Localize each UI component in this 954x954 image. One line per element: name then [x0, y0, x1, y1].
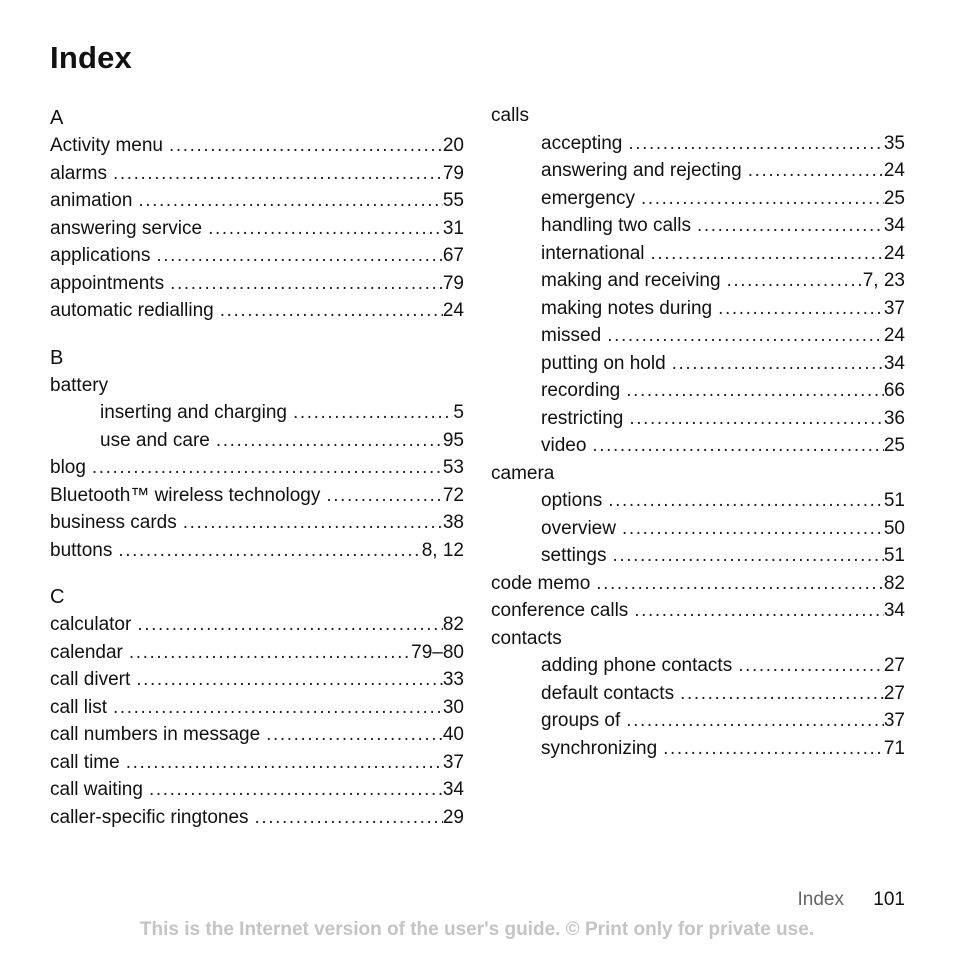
index-entry	[50, 694, 464, 722]
index-term: automatic redialling	[50, 300, 214, 321]
dot-leader	[130, 666, 443, 694]
dot-leader	[601, 322, 884, 350]
index-page-ref: 38	[442, 512, 464, 533]
index-subentry	[491, 680, 905, 708]
index-subentry	[491, 432, 905, 460]
index-page-ref: 55	[442, 190, 464, 211]
index-page-ref: 36	[883, 407, 905, 429]
index-page-ref: 35	[883, 132, 905, 154]
section-letter: B	[50, 346, 64, 369]
index-subentry	[491, 295, 905, 323]
index-page-ref: 51	[883, 490, 905, 511]
index-page-ref: 24	[883, 242, 905, 264]
index-term: restricting	[541, 407, 624, 429]
index-term: use and care	[100, 429, 210, 451]
index-page-ref: 5	[453, 402, 464, 423]
index-term: putting on hold	[541, 352, 666, 374]
index-page-ref: 51	[883, 545, 905, 566]
index-page-ref: 37	[883, 297, 905, 319]
index-term: answering service	[50, 217, 203, 239]
index-entry	[50, 132, 464, 160]
index-page-ref: 67	[442, 245, 464, 266]
index-entry	[50, 242, 464, 270]
dot-leader	[645, 240, 884, 268]
index-page-ref: 53	[442, 457, 464, 478]
index-page-ref: 30	[442, 696, 464, 718]
index-term: groups of	[541, 710, 621, 731]
dot-leader	[657, 735, 884, 763]
index-term: synchronizing	[541, 737, 658, 759]
index-subentry	[491, 542, 905, 570]
index-entry	[50, 804, 464, 832]
index-term: default contacts	[541, 682, 675, 704]
dot-leader	[616, 515, 884, 543]
index-term: business cards	[50, 512, 177, 533]
index-subentry	[491, 130, 905, 158]
index-page-ref: 8, 12	[421, 539, 464, 561]
dot-leader	[164, 270, 443, 298]
dot-leader	[628, 597, 884, 625]
index-term: call numbers in message	[50, 724, 261, 745]
dot-leader	[606, 542, 883, 570]
index-term: applications	[50, 245, 151, 266]
index-entry	[50, 666, 464, 694]
index-entry	[50, 187, 464, 215]
index-subentry	[491, 707, 905, 735]
index-subentry	[491, 157, 905, 185]
index-section-b	[50, 342, 464, 565]
index-term: animation	[50, 190, 133, 211]
index-section-a	[50, 102, 464, 325]
index-entry	[50, 270, 464, 298]
index-term: video	[541, 435, 587, 456]
dot-leader	[732, 652, 884, 680]
dot-leader	[691, 212, 884, 240]
index-page-ref: 34	[883, 215, 905, 236]
index-page-ref: 34	[883, 600, 905, 621]
index-page-ref: 7, 23	[862, 270, 905, 291]
index-page-ref: 50	[883, 517, 905, 539]
dot-leader	[123, 639, 411, 667]
dot-leader	[320, 482, 442, 510]
index-subentry	[491, 515, 905, 543]
dot-leader	[177, 509, 443, 537]
index-entry	[50, 639, 464, 667]
page-title: Index	[50, 40, 132, 75]
dot-leader	[590, 570, 884, 598]
index-page-ref: 34	[883, 352, 905, 374]
index-term: code memo	[491, 572, 591, 594]
dot-leader	[202, 215, 443, 243]
dot-leader	[666, 350, 884, 378]
index-page-ref: 24	[883, 160, 905, 181]
index-page-ref: 27	[883, 655, 905, 676]
index-term: caller-specific ringtones	[50, 806, 249, 828]
dot-leader	[150, 242, 443, 270]
index-heading-term: camera	[491, 462, 555, 484]
section-letter: C	[50, 586, 65, 608]
index-entry	[491, 597, 905, 625]
dot-leader	[163, 132, 443, 160]
index-term: overview	[541, 517, 616, 539]
index-page-ref: 37	[883, 710, 905, 731]
index-page-ref: 71	[883, 737, 905, 759]
index-subentry	[491, 350, 905, 378]
dot-leader	[623, 405, 884, 433]
index-term: Activity menu	[50, 135, 163, 156]
index-page-ref: 29	[442, 806, 464, 828]
dot-leader	[107, 694, 443, 722]
index-page-ref: 82	[883, 572, 905, 594]
footer-disclaimer: This is the Internet version of the user's guide. © Print only for private use.	[139, 919, 815, 940]
dot-leader	[260, 721, 443, 749]
index-term: making notes during	[541, 297, 713, 319]
index-term: missed	[541, 325, 602, 346]
index-page-ref: 40	[442, 724, 464, 745]
index-page-ref: 25	[883, 187, 905, 209]
index-page-ref: 27	[883, 682, 905, 704]
index-term: alarms	[50, 162, 108, 184]
index-entry	[50, 749, 464, 777]
dot-leader	[622, 130, 884, 158]
dot-leader	[635, 185, 884, 213]
index-subentry	[491, 267, 905, 295]
dot-leader	[132, 187, 442, 215]
index-column-right	[491, 102, 905, 762]
index-subentry	[50, 399, 464, 427]
index-page-ref: 33	[442, 669, 464, 690]
dot-leader	[620, 707, 884, 735]
index-subentry	[491, 405, 905, 433]
index-page-ref: 79–80	[411, 641, 464, 663]
dot-leader	[131, 611, 443, 639]
index-entry	[50, 454, 464, 482]
index-term: conference calls	[491, 600, 629, 621]
index-subentry	[491, 487, 905, 515]
footer-page-number: 101	[873, 889, 905, 910]
index-page-ref: 37	[442, 751, 464, 773]
dot-leader	[107, 160, 443, 188]
index-column-left	[50, 102, 464, 831]
index-term: accepting	[541, 132, 623, 154]
index-term: blog	[50, 457, 86, 478]
index-subentry	[491, 240, 905, 268]
index-term: calculator	[50, 614, 132, 635]
dot-leader	[721, 267, 863, 295]
index-page-ref: 24	[883, 325, 905, 346]
dot-leader	[742, 157, 884, 185]
index-term: recording	[541, 380, 621, 401]
index-subentry	[491, 185, 905, 213]
index-term: buttons	[50, 539, 113, 561]
index-subentry	[50, 427, 464, 455]
index-subentry	[491, 212, 905, 240]
index-term: settings	[541, 545, 607, 566]
index-entry	[50, 776, 464, 804]
index-term: handling two calls	[541, 215, 691, 236]
index-entry	[491, 570, 905, 598]
dot-leader	[674, 680, 884, 708]
index-term: options	[541, 490, 603, 511]
index-term: calendar	[50, 641, 123, 663]
index-entry	[50, 215, 464, 243]
index-entry	[50, 160, 464, 188]
dot-leader	[620, 377, 884, 405]
index-page-ref: 79	[442, 162, 464, 184]
index-heading-term: calls	[491, 105, 530, 126]
dot-leader	[712, 295, 884, 323]
index-page-ref: 24	[442, 300, 464, 321]
index-page-ref: 79	[442, 272, 464, 294]
index-entry	[50, 721, 464, 749]
dot-leader	[86, 454, 443, 482]
index-page-ref: 95	[442, 429, 464, 451]
index-term: answering and rejecting	[541, 160, 742, 181]
index-page-ref: 66	[883, 380, 905, 401]
index-subentry	[491, 322, 905, 350]
section-letter: A	[50, 107, 64, 129]
index-term: call divert	[50, 669, 131, 690]
index-subentry	[491, 377, 905, 405]
footer-section-label: Index	[797, 889, 844, 910]
index-page-ref: 20	[442, 135, 464, 156]
index-entry	[50, 297, 464, 325]
dot-leader	[112, 537, 421, 565]
index-page-ref: 82	[442, 614, 464, 635]
dot-leader	[214, 297, 443, 325]
dot-leader	[120, 749, 443, 777]
index-term: international	[541, 242, 645, 264]
index-page-ref: 34	[442, 779, 464, 800]
index-section-c	[50, 581, 464, 831]
dot-leader	[210, 427, 443, 455]
index-entry	[50, 509, 464, 537]
index-heading-term: battery	[50, 374, 109, 396]
index-page-ref: 25	[883, 435, 905, 456]
index-page-ref: 72	[442, 484, 464, 506]
dot-leader	[143, 776, 443, 804]
index-heading-term: contacts	[491, 627, 562, 649]
dot-leader	[586, 432, 883, 460]
index-subentry	[491, 735, 905, 763]
index-entry	[50, 611, 464, 639]
index-entry	[50, 482, 464, 510]
index-term: call time	[50, 751, 120, 773]
index-term: emergency	[541, 187, 635, 209]
index-subentry	[491, 652, 905, 680]
index-entry	[50, 537, 464, 565]
index-term: call list	[50, 696, 108, 718]
index-term: Bluetooth™ wireless technology	[50, 484, 321, 506]
index-term: call waiting	[50, 779, 143, 800]
dot-leader	[249, 804, 443, 832]
index-term: inserting and charging	[100, 402, 287, 423]
dot-leader	[287, 399, 453, 427]
dot-leader	[602, 487, 884, 515]
index-term: appointments	[50, 272, 165, 294]
index-term: making and receiving	[541, 270, 721, 291]
index-term: adding phone contacts	[541, 655, 733, 676]
index-page-ref: 31	[442, 217, 464, 239]
